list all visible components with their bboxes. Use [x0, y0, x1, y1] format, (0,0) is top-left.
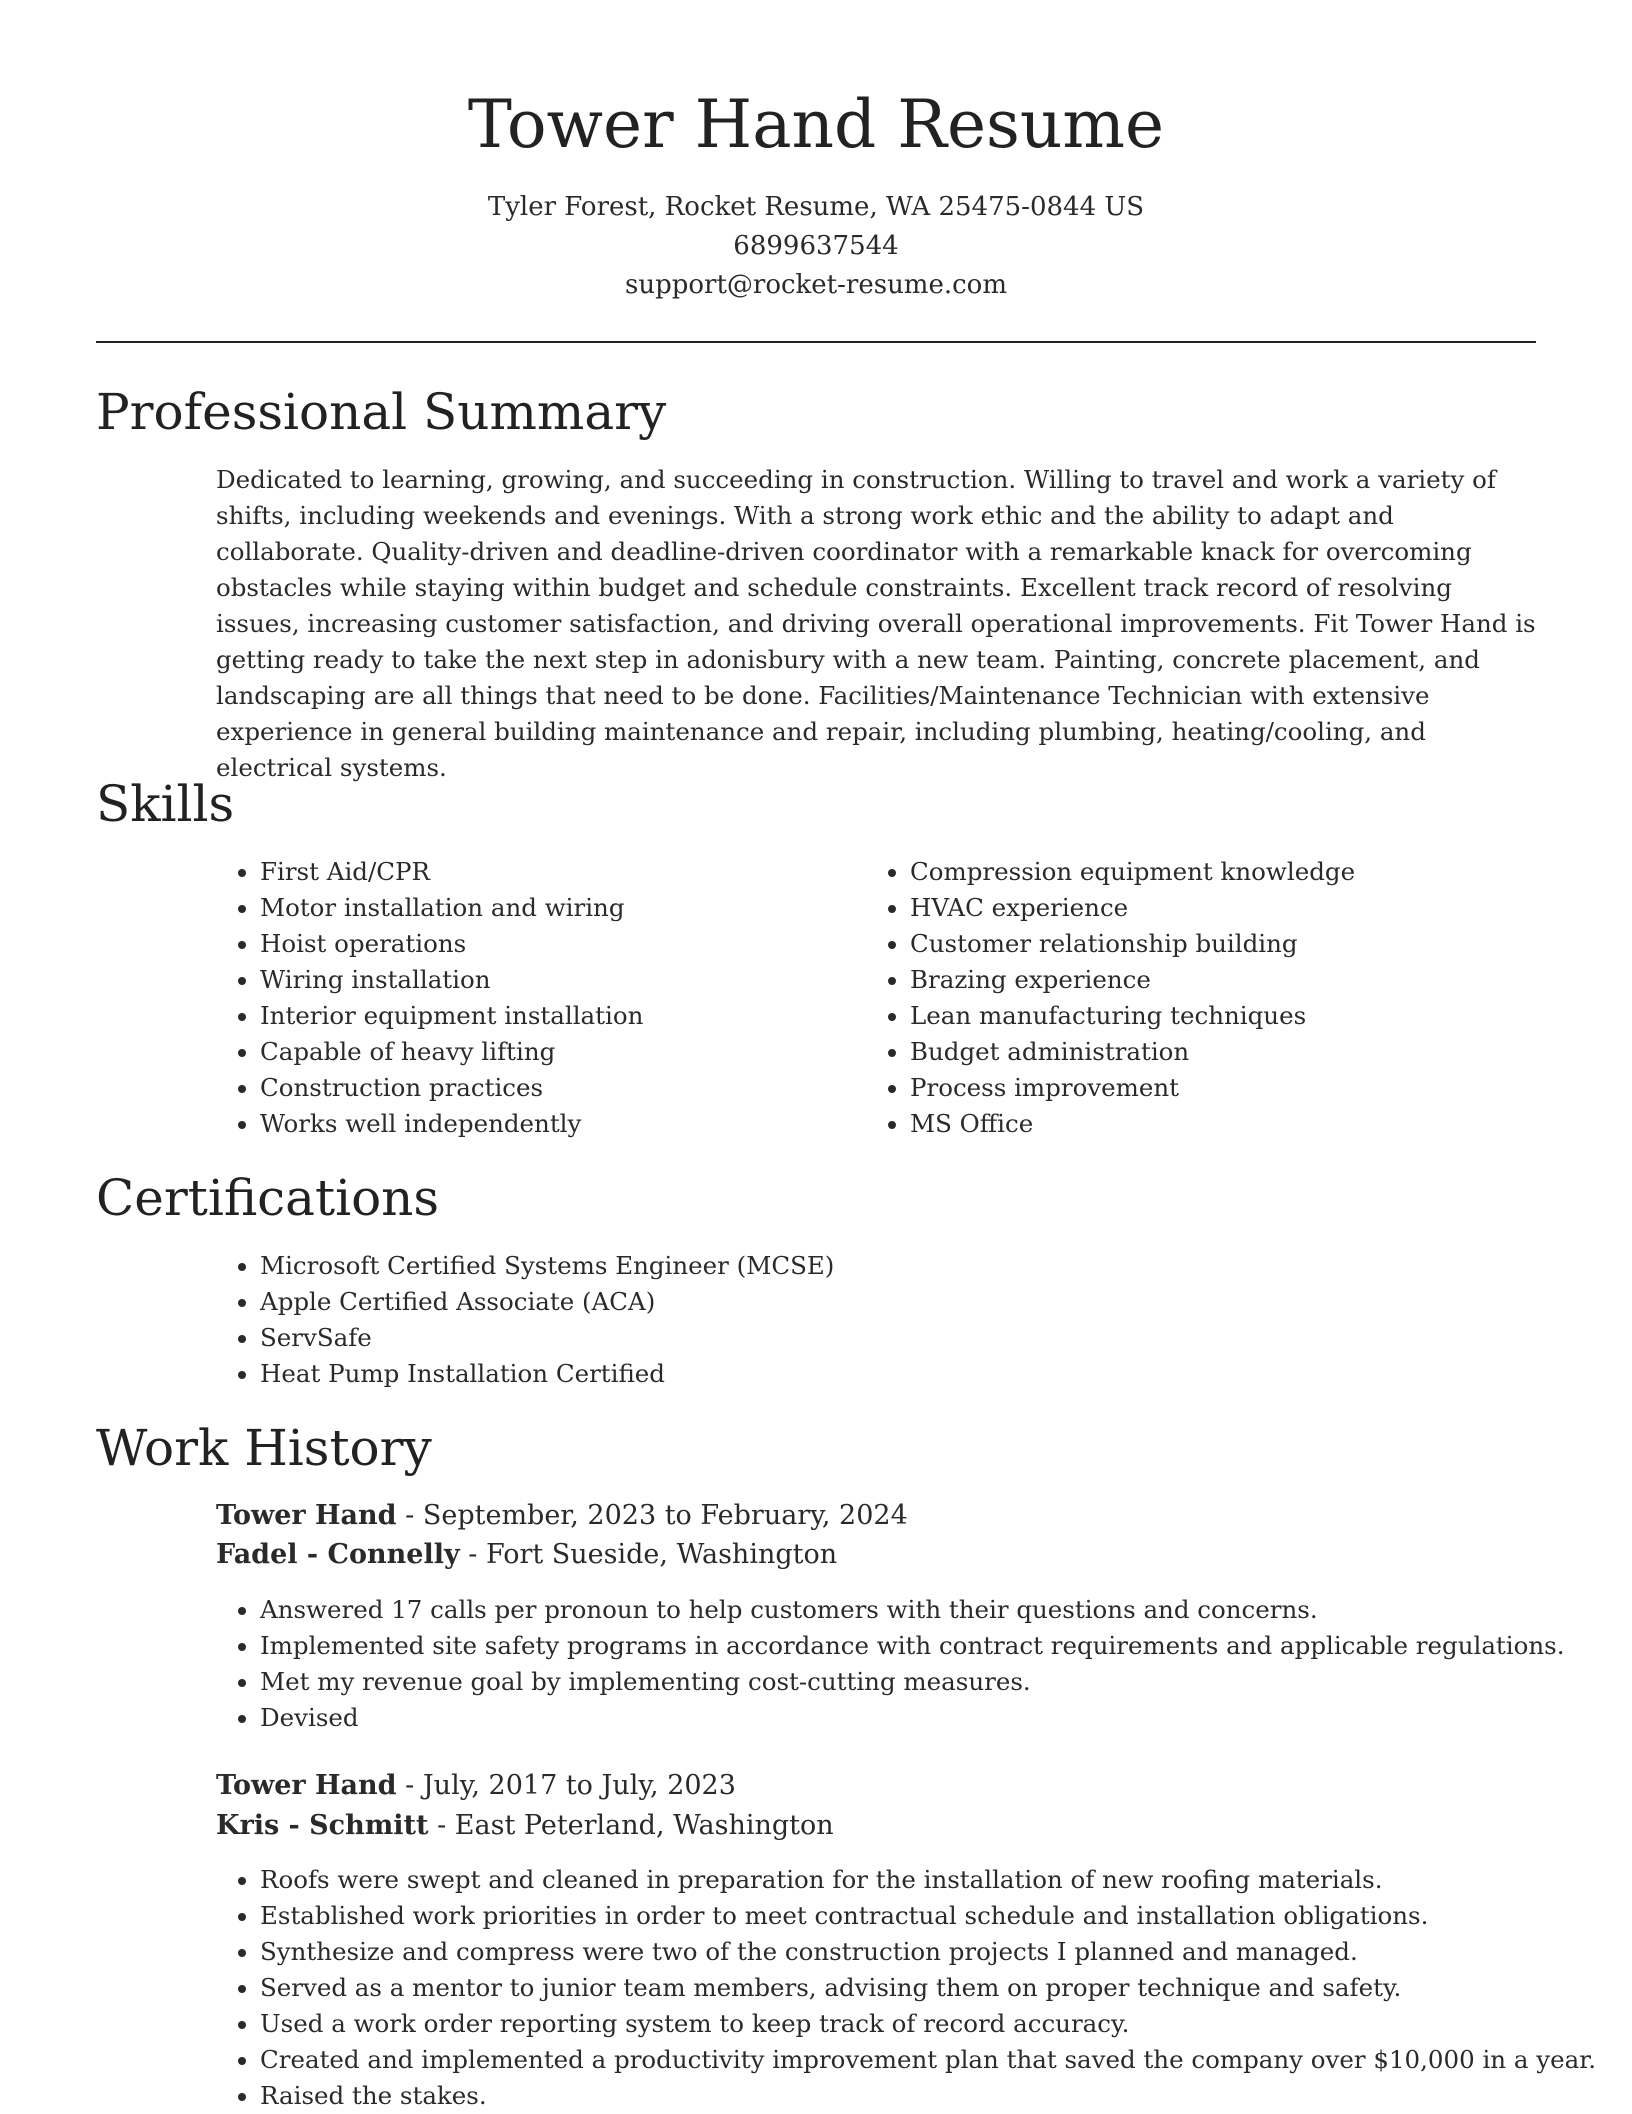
job-title: Tower Hand — [216, 1500, 397, 1531]
skill-item: • Process improvement — [910, 1070, 1550, 1106]
job-bullets — [216, 1592, 1580, 1736]
skills-heading: Skills — [96, 775, 235, 833]
skill-item: • Hoist operations — [260, 926, 860, 962]
skill-item: • First Aid/CPR — [260, 854, 860, 890]
header-divider — [96, 341, 1536, 343]
job-bullet: • Established work priorities in order to meet contractual schedule and installation obligations. — [260, 1898, 1580, 1934]
certification-item: • Microsoft Certified Systems Engineer (MCSE) — [260, 1248, 1460, 1284]
resume-header — [96, 80, 1536, 305]
certifications-list — [216, 1248, 1460, 1392]
skills-list-right — [866, 854, 1550, 1142]
skills-list-left — [216, 854, 860, 1142]
contact-email: support@rocket-resume.com — [624, 270, 1007, 300]
certification-item: • Heat Pump Installation Certified — [260, 1356, 1460, 1392]
contact-phone: 6899637544 — [733, 231, 899, 261]
job-dates: - July, 2017 to July, 2023 — [396, 1770, 736, 1801]
certification-item: • Apple Certified Associate (ACA) — [260, 1284, 1460, 1320]
skill-item: • MS Office — [910, 1106, 1550, 1142]
skill-item: • Capable of heavy lifting — [260, 1034, 860, 1070]
summary-heading: Professional Summary — [96, 383, 667, 441]
job-bullet: • Served as a mentor to junior team members, advising them on proper technique and safety. — [260, 1970, 1580, 2006]
job-company: Kris - Schmitt — [216, 1810, 429, 1841]
skill-item: • Compression equipment knowledge — [910, 854, 1550, 890]
job-title-line — [216, 1496, 908, 1535]
job-bullet: • Devised — [260, 1700, 1580, 1736]
job-title-line — [216, 1766, 736, 1805]
job-company: Fadel - Connelly — [216, 1539, 460, 1570]
skill-item: • Motor installation and wiring — [260, 890, 860, 926]
skill-item: • Lean manufacturing techniques — [910, 998, 1550, 1034]
job-bullet: • Synthesize and compress were two of the construction projects I planned and managed. — [260, 1934, 1580, 1970]
job-location: - East Peterland, Washington — [428, 1810, 834, 1841]
job-bullet: • Roofs were swept and cleaned in preparation for the installation of new roofing materials. — [260, 1862, 1580, 1898]
certifications-heading: Certifications — [96, 1169, 440, 1227]
job-dates: - September, 2023 to February, 2024 — [396, 1500, 908, 1531]
job-location: - Fort Sueside, Washington — [459, 1539, 838, 1570]
skill-item: • Budget administration — [910, 1034, 1550, 1070]
skill-item: • Customer relationship building — [910, 926, 1550, 962]
job-company-line — [216, 1535, 837, 1574]
resume-title: Tower Hand Resume — [467, 86, 1165, 163]
certification-item: • ServSafe — [260, 1320, 1460, 1356]
job-bullet: • Raised the stakes. — [260, 2078, 1580, 2114]
skill-item: • HVAC experience — [910, 890, 1550, 926]
work-history-heading: Work History — [96, 1419, 432, 1477]
skill-item: • Works well independently — [260, 1106, 860, 1142]
job-company-line — [216, 1806, 834, 1845]
summary-text: Dedicated to learning, growing, and succeeding in construction. Willing to travel and work a variety of shifts, including weekends and evenings. With a strong work ethic and the ability to adapt and collaborate. Quality-driven and deadline-driven coordinator with a remarkable knack for overcoming obstacles while staying within budget and schedule constraints. Excellent track record of resolving issues, increasing customer satisfaction, and driving overall operational improvements. Fit Tower Hand is getting ready to take the next step in adonisbury with a new team. Painting, concrete placement, and landscaping are all things that need to be done. Facilities/Maintenance Technician with extensive experience in general building maintenance and repair, including plumbing, heating/cooling, and electrical systems. — [216, 465, 1536, 782]
job-bullet: • Used a work order reporting system to keep track of record accuracy. — [260, 2006, 1580, 2042]
job-bullets — [216, 1862, 1597, 2114]
skill-item: • Brazing experience — [910, 962, 1550, 998]
skill-item: • Construction practices — [260, 1070, 860, 1106]
job-title: Tower Hand — [216, 1770, 397, 1801]
skill-item: • Wiring installation — [260, 962, 860, 998]
job-bullet: • Created and implemented a productivity improvement plan that saved the company over $10,000 in a year. — [260, 2042, 1580, 2078]
job-bullet: • Implemented site safety programs in accordance with contract requirements and applicable regulations. — [260, 1628, 1580, 1664]
job-bullet: • Met my revenue goal by implementing cost-cutting measures. — [260, 1664, 1580, 1700]
contact-address: Tyler Forest, Rocket Resume, WA 25475-0844 US — [487, 192, 1145, 222]
skill-item: • Interior equipment installation — [260, 998, 860, 1034]
job-bullet: • Answered 17 calls per pronoun to help customers with their questions and concerns. — [260, 1592, 1580, 1628]
contact-block — [96, 188, 1536, 305]
